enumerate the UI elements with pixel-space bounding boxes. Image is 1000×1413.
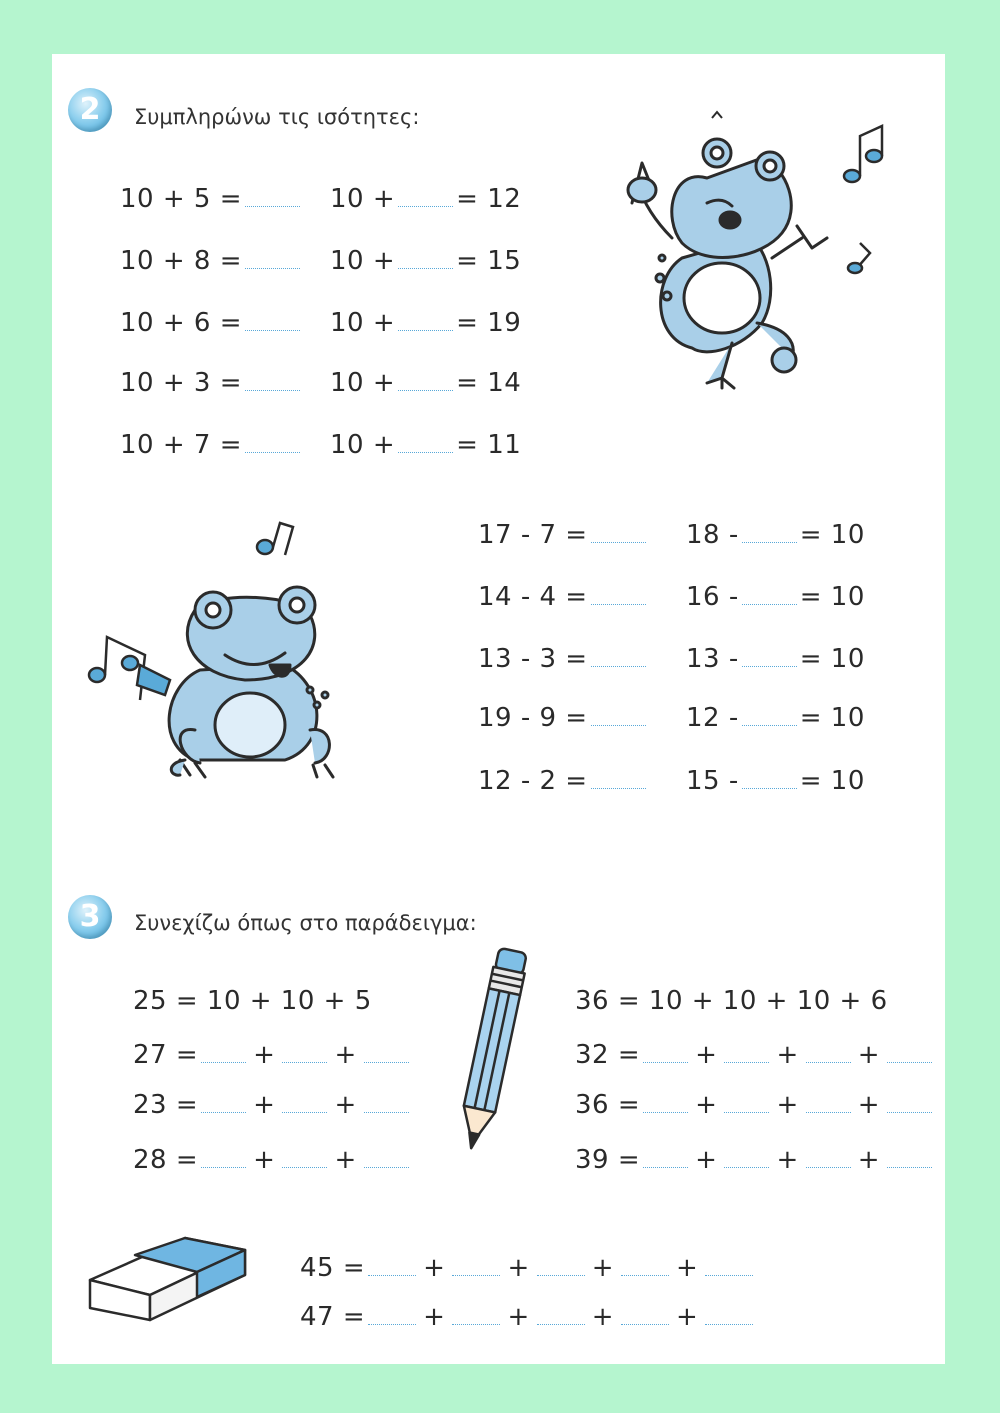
equation-text: 13 - bbox=[686, 644, 739, 674]
equation-result: = 19 bbox=[456, 308, 522, 338]
plus-sign: + bbox=[857, 1090, 881, 1120]
answer-blank[interactable] bbox=[201, 1092, 246, 1113]
answer-blank[interactable] bbox=[282, 1042, 327, 1063]
add-right-row bbox=[330, 368, 521, 398]
sub-left-row bbox=[478, 766, 649, 796]
add-right-row bbox=[330, 184, 521, 214]
sub-right-row bbox=[686, 644, 865, 674]
equation-text: 15 - bbox=[686, 766, 739, 796]
plus-sign: + bbox=[253, 1090, 276, 1120]
answer-blank[interactable] bbox=[806, 1147, 851, 1168]
answer-blank[interactable] bbox=[591, 705, 646, 726]
decompose-left-row bbox=[133, 1090, 412, 1120]
answer-blank[interactable] bbox=[364, 1092, 409, 1113]
answer-blank[interactable] bbox=[364, 1147, 409, 1168]
answer-blank[interactable] bbox=[806, 1092, 851, 1113]
equation-result: = 10 bbox=[799, 520, 865, 550]
plus-sign: + bbox=[591, 1302, 615, 1332]
add-right-row bbox=[330, 308, 521, 338]
answer-blank[interactable] bbox=[621, 1304, 669, 1325]
answer-blank[interactable] bbox=[368, 1255, 416, 1276]
equation-text: 32 = bbox=[575, 1040, 641, 1070]
plus-sign: + bbox=[676, 1253, 699, 1283]
equation-result: = 10 bbox=[799, 703, 865, 733]
plus-sign: + bbox=[423, 1302, 446, 1332]
answer-blank[interactable] bbox=[742, 584, 797, 605]
example-right: 36 = 10 + 10 + 10 + 6 bbox=[575, 986, 888, 1016]
equation-text: 36 = bbox=[575, 1090, 641, 1120]
answer-blank[interactable] bbox=[245, 310, 300, 331]
equation-result: = 10 bbox=[799, 644, 865, 674]
plus-sign: + bbox=[334, 1040, 357, 1070]
decompose-bottom-row bbox=[300, 1302, 756, 1332]
equation-text: 10 + bbox=[330, 368, 396, 398]
answer-blank[interactable] bbox=[398, 248, 453, 269]
answer-blank[interactable] bbox=[245, 248, 300, 269]
frog-singing-icon bbox=[612, 108, 892, 398]
equation-result: = 10 bbox=[799, 582, 865, 612]
sub-left-row bbox=[478, 520, 649, 550]
answer-blank[interactable] bbox=[364, 1042, 409, 1063]
equation-text: 27 = bbox=[133, 1040, 199, 1070]
answer-blank[interactable] bbox=[591, 584, 646, 605]
music-note-icon bbox=[844, 126, 882, 273]
decompose-right-row bbox=[575, 1090, 935, 1120]
equation-text: 23 = bbox=[133, 1090, 199, 1120]
equation-text: 10 + 7 = bbox=[120, 430, 242, 460]
equation-text: 10 + 6 = bbox=[120, 308, 242, 338]
equation-result: = 15 bbox=[456, 246, 522, 276]
equation-text: 10 + bbox=[330, 308, 396, 338]
plus-sign: + bbox=[334, 1145, 357, 1175]
pencil-icon bbox=[440, 940, 540, 1160]
answer-blank[interactable] bbox=[887, 1092, 932, 1113]
add-left-row bbox=[120, 246, 303, 276]
answer-blank[interactable] bbox=[591, 646, 646, 667]
answer-blank[interactable] bbox=[887, 1042, 932, 1063]
eraser-icon bbox=[85, 1220, 250, 1325]
frog-sitting-icon bbox=[85, 515, 355, 780]
add-right-row bbox=[330, 246, 521, 276]
sub-right-row bbox=[686, 766, 865, 796]
add-right-row bbox=[330, 430, 521, 460]
sub-right-row bbox=[686, 520, 865, 550]
answer-blank[interactable] bbox=[724, 1147, 769, 1168]
answer-blank[interactable] bbox=[245, 370, 300, 391]
answer-blank[interactable] bbox=[398, 310, 453, 331]
equation-text: 10 + bbox=[330, 184, 396, 214]
equation-text: 45 = bbox=[300, 1253, 366, 1283]
answer-blank[interactable] bbox=[245, 186, 300, 207]
answer-blank[interactable] bbox=[724, 1092, 769, 1113]
plus-sign: + bbox=[776, 1090, 799, 1120]
plus-sign: + bbox=[253, 1145, 276, 1175]
answer-blank[interactable] bbox=[705, 1304, 753, 1325]
add-left-row bbox=[120, 308, 303, 338]
sub-left-row bbox=[478, 644, 649, 674]
plus-sign: + bbox=[507, 1302, 530, 1332]
decompose-left-row bbox=[133, 1145, 412, 1175]
plus-sign: + bbox=[423, 1253, 446, 1283]
sub-right-row bbox=[686, 703, 865, 733]
answer-blank[interactable] bbox=[368, 1304, 416, 1325]
equation-result: = 11 bbox=[456, 430, 522, 460]
plus-sign: + bbox=[253, 1040, 276, 1070]
equation-text: 13 - 3 = bbox=[478, 644, 588, 674]
answer-blank[interactable] bbox=[621, 1255, 669, 1276]
answer-blank[interactable] bbox=[398, 370, 453, 391]
equation-text: 18 - bbox=[686, 520, 739, 550]
decompose-left-row bbox=[133, 1040, 412, 1070]
answer-blank[interactable] bbox=[643, 1042, 688, 1063]
equation-text: 10 + bbox=[330, 430, 396, 460]
answer-blank[interactable] bbox=[742, 522, 797, 543]
answer-blank[interactable] bbox=[537, 1255, 585, 1276]
plus-sign: + bbox=[857, 1040, 881, 1070]
add-left-row bbox=[120, 368, 303, 398]
answer-blank[interactable] bbox=[452, 1255, 500, 1276]
sub-left-row bbox=[478, 703, 649, 733]
answer-blank[interactable] bbox=[591, 522, 646, 543]
decompose-right-row bbox=[575, 1145, 935, 1175]
add-left-row bbox=[120, 430, 303, 460]
decompose-bottom-row bbox=[300, 1253, 756, 1283]
answer-blank[interactable] bbox=[724, 1042, 769, 1063]
equation-text: 39 = bbox=[575, 1145, 641, 1175]
equation-text: 10 + 5 = bbox=[120, 184, 242, 214]
equation-text: 17 - 7 = bbox=[478, 520, 588, 550]
exercise-2-badge bbox=[68, 88, 112, 132]
equation-text: 10 + bbox=[330, 246, 396, 276]
answer-blank[interactable] bbox=[705, 1255, 753, 1276]
answer-blank[interactable] bbox=[201, 1042, 246, 1063]
equation-text: 10 + 8 = bbox=[120, 246, 242, 276]
add-left-row bbox=[120, 184, 303, 214]
equation-text: 16 - bbox=[686, 582, 739, 612]
plus-sign: + bbox=[695, 1090, 718, 1120]
exercise-3-title: Συνεχίζω όπως στο παράδειγμα: bbox=[134, 911, 477, 935]
exercise-3-badge bbox=[68, 895, 112, 939]
plus-sign: + bbox=[857, 1145, 881, 1175]
equation-text: 10 + 3 = bbox=[120, 368, 242, 398]
exercise-2-title: Συμπληρώνω τις ισότητες: bbox=[134, 105, 420, 129]
plus-sign: + bbox=[591, 1253, 615, 1283]
plus-sign: + bbox=[507, 1253, 530, 1283]
equation-text: 28 = bbox=[133, 1145, 199, 1175]
equation-text: 12 - bbox=[686, 703, 739, 733]
equation-text: 19 - 9 = bbox=[478, 703, 588, 733]
answer-blank[interactable] bbox=[282, 1147, 327, 1168]
decompose-right-row bbox=[575, 1040, 935, 1070]
answer-blank[interactable] bbox=[643, 1092, 688, 1113]
answer-blank[interactable] bbox=[398, 186, 453, 207]
answer-blank[interactable] bbox=[245, 432, 300, 453]
equation-result: = 10 bbox=[799, 766, 865, 796]
example-left: 25 = 10 + 10 + 5 bbox=[133, 986, 372, 1016]
equation-text: 12 - 2 = bbox=[478, 766, 588, 796]
answer-blank[interactable] bbox=[452, 1304, 500, 1325]
sub-right-row bbox=[686, 582, 865, 612]
answer-blank[interactable] bbox=[806, 1042, 851, 1063]
answer-blank[interactable] bbox=[742, 705, 797, 726]
answer-blank[interactable] bbox=[282, 1092, 327, 1113]
equation-text: 47 = bbox=[300, 1302, 366, 1332]
plus-sign: + bbox=[776, 1145, 799, 1175]
answer-blank[interactable] bbox=[201, 1147, 246, 1168]
equation-result: = 12 bbox=[456, 184, 522, 214]
exercise-3-number: 3 bbox=[79, 899, 101, 934]
answer-blank[interactable] bbox=[742, 768, 797, 789]
plus-sign: + bbox=[695, 1145, 718, 1175]
equation-result: = 14 bbox=[456, 368, 522, 398]
answer-blank[interactable] bbox=[537, 1304, 585, 1325]
answer-blank[interactable] bbox=[887, 1147, 932, 1168]
equation-text: 14 - 4 = bbox=[478, 582, 588, 612]
plus-sign: + bbox=[695, 1040, 718, 1070]
answer-blank[interactable] bbox=[591, 768, 646, 789]
answer-blank[interactable] bbox=[398, 432, 453, 453]
plus-sign: + bbox=[776, 1040, 799, 1070]
answer-blank[interactable] bbox=[742, 646, 797, 667]
plus-sign: + bbox=[676, 1302, 699, 1332]
answer-blank[interactable] bbox=[643, 1147, 688, 1168]
exercise-2-number: 2 bbox=[79, 92, 101, 127]
plus-sign: + bbox=[334, 1090, 357, 1120]
sub-left-row bbox=[478, 582, 649, 612]
